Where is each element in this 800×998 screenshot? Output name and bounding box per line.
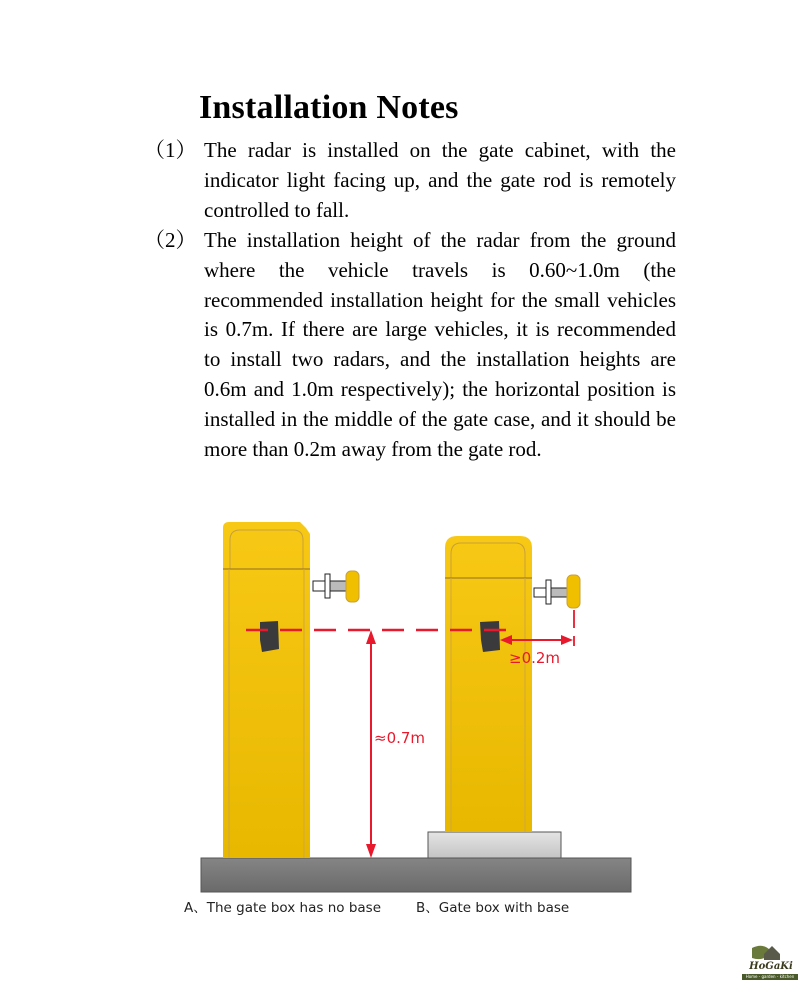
note-text: The installation height of the radar from the ground where the vehicle travels is 0.60~1.0m (the recommended installation height for the small vehicles is 0.7m. If there are large vehicles, it is recommended to install two radars, and the installation heights are 0.6m and 1.0m respectively); the horizontal position is installed in the middle of the gate case, and it should be more than 0.2m away from the gate rod. [204,228,676,461]
caption-a: A、The gate box has no base [184,900,382,916]
gate-cabinet-a [223,522,310,858]
note-item-1 [144,136,676,225]
logo-wordmark: HoGaKi [749,961,793,972]
note-text: The radar is installed on the gate cabinet, with the indicator light facing up, and the gate rod is remotely controlled to fall. [204,138,676,222]
gate-cabinet-b [445,536,532,832]
caption-b: B、Gate box with base [416,900,570,916]
note-number: （2） [144,228,197,252]
radar-b [480,621,500,652]
note-item-2 [144,226,676,464]
cabinet-base [428,832,561,858]
ground [201,858,631,892]
gate-rod-mount-b [534,575,580,608]
logo-tagline: Home - garden - kitchen [742,974,798,980]
height-label: ≈0.7m [374,729,426,747]
gate-rod-mount-a [313,571,359,602]
distance-label: ≥0.2m [509,649,561,667]
radar-a [260,621,279,652]
page-title: Installation Notes [199,89,459,126]
note-number: （1） [144,138,197,162]
brand-logo [740,944,800,994]
